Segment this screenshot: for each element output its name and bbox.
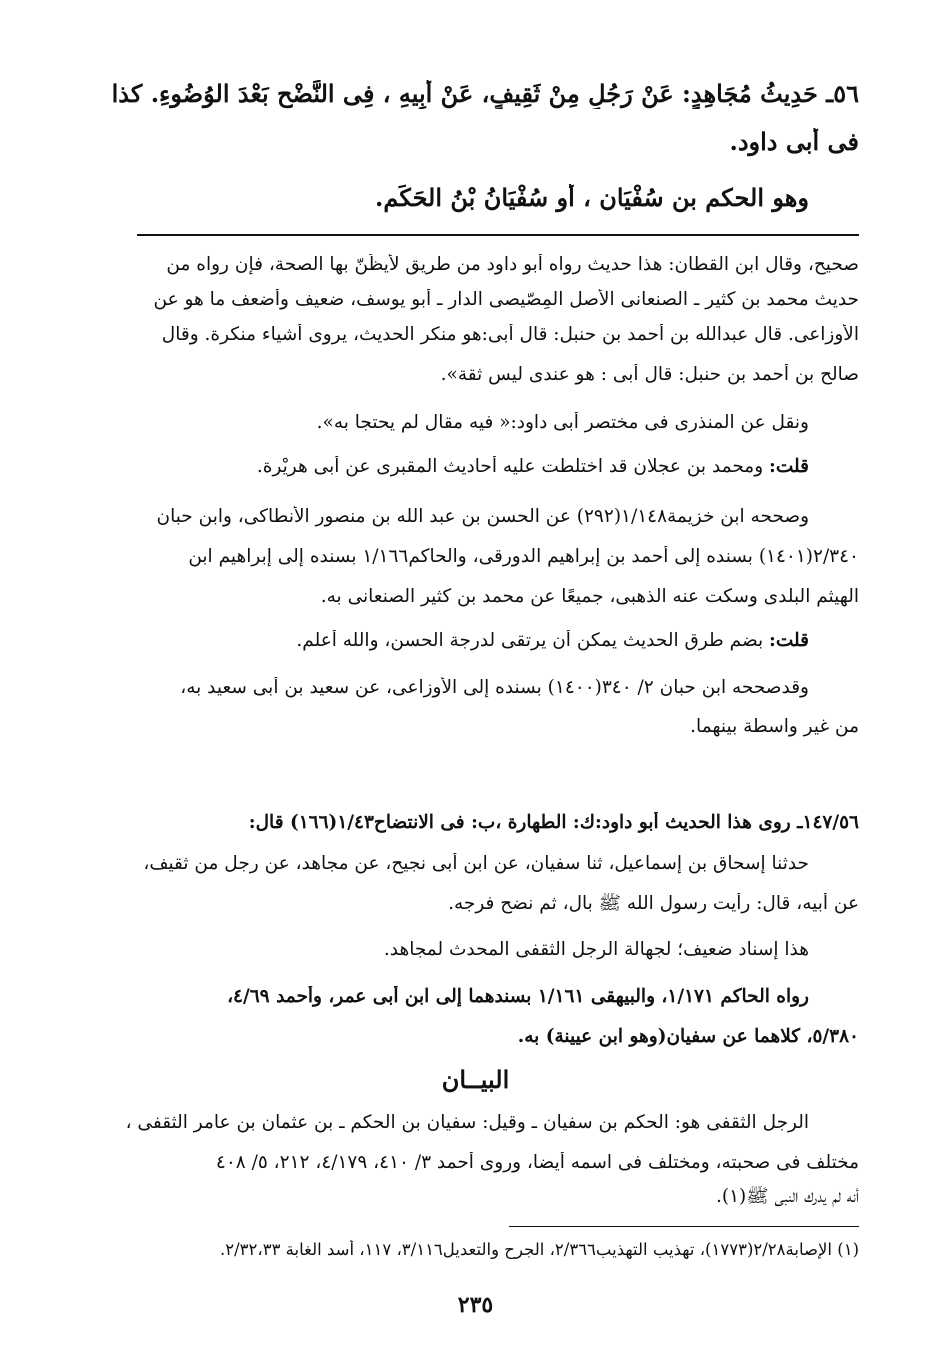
hadith-line-3: وهو الحكم بن سُفْيَان ، أو سُفْيَانُ بْنُ الحَكَم. <box>374 184 809 212</box>
hadith-line-2: فى أبى داود. <box>729 128 859 156</box>
takhrij-line-1: رواه الحاكم ١/١٧١، والبيهقى ١/١٦١ بسندهما إلى ابن أبى عمر، وأحمد ٤/٦٩، <box>227 986 809 1007</box>
commentary-tashih-line-1: وصححه ابن خزيمة١/١٤٨(٢٩٢) عن الحسن بن عبد الله بن منصور الأنطاكى، وابن حبان <box>156 506 809 527</box>
page-number: ٢٣٥ <box>457 1292 494 1318</box>
note-label: قلت: <box>769 630 809 651</box>
commentary-line-3: الأوزاعى. قال عبدالله بن أحمد بن حنبل: قال أبى:هو منكر الحديث، يروى أشياء منكرة. وقال <box>161 324 859 345</box>
commentary-line-2: حديث محمد بن كثير ـ الصنعانى الأصل المِصّيصى الدار ـ أبو يوسف، ضعيف وأضعف ما هو عن <box>153 289 859 310</box>
bayan-line-1: الرجل الثقفى هو: الحكم بن سفيان ـ وقيل: سفيان بن الحكم ـ بن عثمان بن عامر الثقفى ، <box>125 1112 809 1133</box>
footnote: (١) الإصابة٢/٢٨(١٧٧٣)، تهذيب التهذيب٢/٣٦٦، الجرح والتعديل٣/١١٦، ١١٧، أسد الغابة ٢/٣٢،٣٣. <box>219 1240 859 1259</box>
commentary-tashih-line-2: ٢/٣٤٠(١٤٠١) بسنده إلى أحمد بن إبراهيم الدورقى، والحاكم١/١٦٦ بسنده إلى إبراهيم ابن <box>188 546 859 567</box>
isnad-line-1: حدثنا إسحاق بن إسماعيل، ثنا سفيان، عن ابن أبى نجيح، عن مجاهد، عن رجل من ثقيف، <box>143 853 809 874</box>
commentary-note-2 <box>92 630 809 652</box>
commentary-line-4: صالح بن أحمد بن حنبل: قال أبى : هو عندى ليس ثقة». <box>440 364 859 385</box>
commentary-ibn-hibban-line-2: من غير واسطة بينهما. <box>690 716 859 737</box>
bayan-line-3: أنه لم يدرك النبى ﷺ(١). <box>715 1186 859 1207</box>
note-text: ومحمد بن عجلان قد اختلطت عليه أحاديث المقبرى عن أبى هريْرة. <box>256 456 770 477</box>
hadith-line-1: ٥٦ـ حَدِيثُ مُجَاهِدٍ: عَنْ رَجُلٍ مِنْ ثَقِيفٍ، عَنْ أَبِيهِ ، فِى النَّضْحِ بَعْدَ الوُضُوءِ. كذا <box>111 80 859 108</box>
isnad-line-2: عن أبيه، قال: رأيت رسول الله ﷺ بال، ثم نضح فرجه. <box>448 893 859 914</box>
commentary-line-5: ونقل عن المنذرى فى مختصر أبى داود:« فيه مقال لم يحتجا به». <box>316 412 809 433</box>
note-label: قلت: <box>769 456 809 477</box>
bayan-line-2: مختلف فى صحبته، ومختلف فى اسمه أيضا، وروى أحمد ٣/ ٤١٠، ٤/١٧٩، ٢١٢، ٥/ ٤٠٨ <box>215 1152 859 1173</box>
commentary-ibn-hibban-line-1: وقدصححه ابن حبان ٢/ ٣٤٠(١٤٠٠) بسنده إلى الأوزاعى، عن سعيد بن أبى سعيد به، <box>180 677 809 698</box>
bayan-title: البيــان <box>441 1066 510 1094</box>
footnote-divider <box>509 1226 859 1227</box>
isnad-grading: هذا إسناد ضعيف؛ لجهالة الرجل الثقفى المحدث لمجاهد. <box>383 939 809 960</box>
section-divider <box>137 234 859 236</box>
commentary-line-1: صحيح، وقال ابن القطان: هذا حديث رواه أبو داود من طريق لأُيظَنّ بها الصحة، فإن رواه من <box>166 254 859 275</box>
commentary-note-1 <box>92 456 809 478</box>
note-text: بضم طرق الحديث يمكن أن يرتقى لدرجة الحسن، والله أعلم. <box>296 630 770 651</box>
section2-heading: ١٤٧/٥٦ـ روى هذا الحديث أبو داود:ك: الطهارة ،ب: فى الانتضاح١/٤٣(١٦٦) قال: <box>248 812 859 833</box>
takhrij-line-2: ٥/٣٨٠، كلاهما عن سفيان(وهو ابن عيينة) به. <box>517 1026 859 1047</box>
commentary-tashih-line-3: الهيثم البلدى وسكت عنه الذهبى، جميعًا عن محمد بن كثير الصنعانى به. <box>320 586 859 607</box>
